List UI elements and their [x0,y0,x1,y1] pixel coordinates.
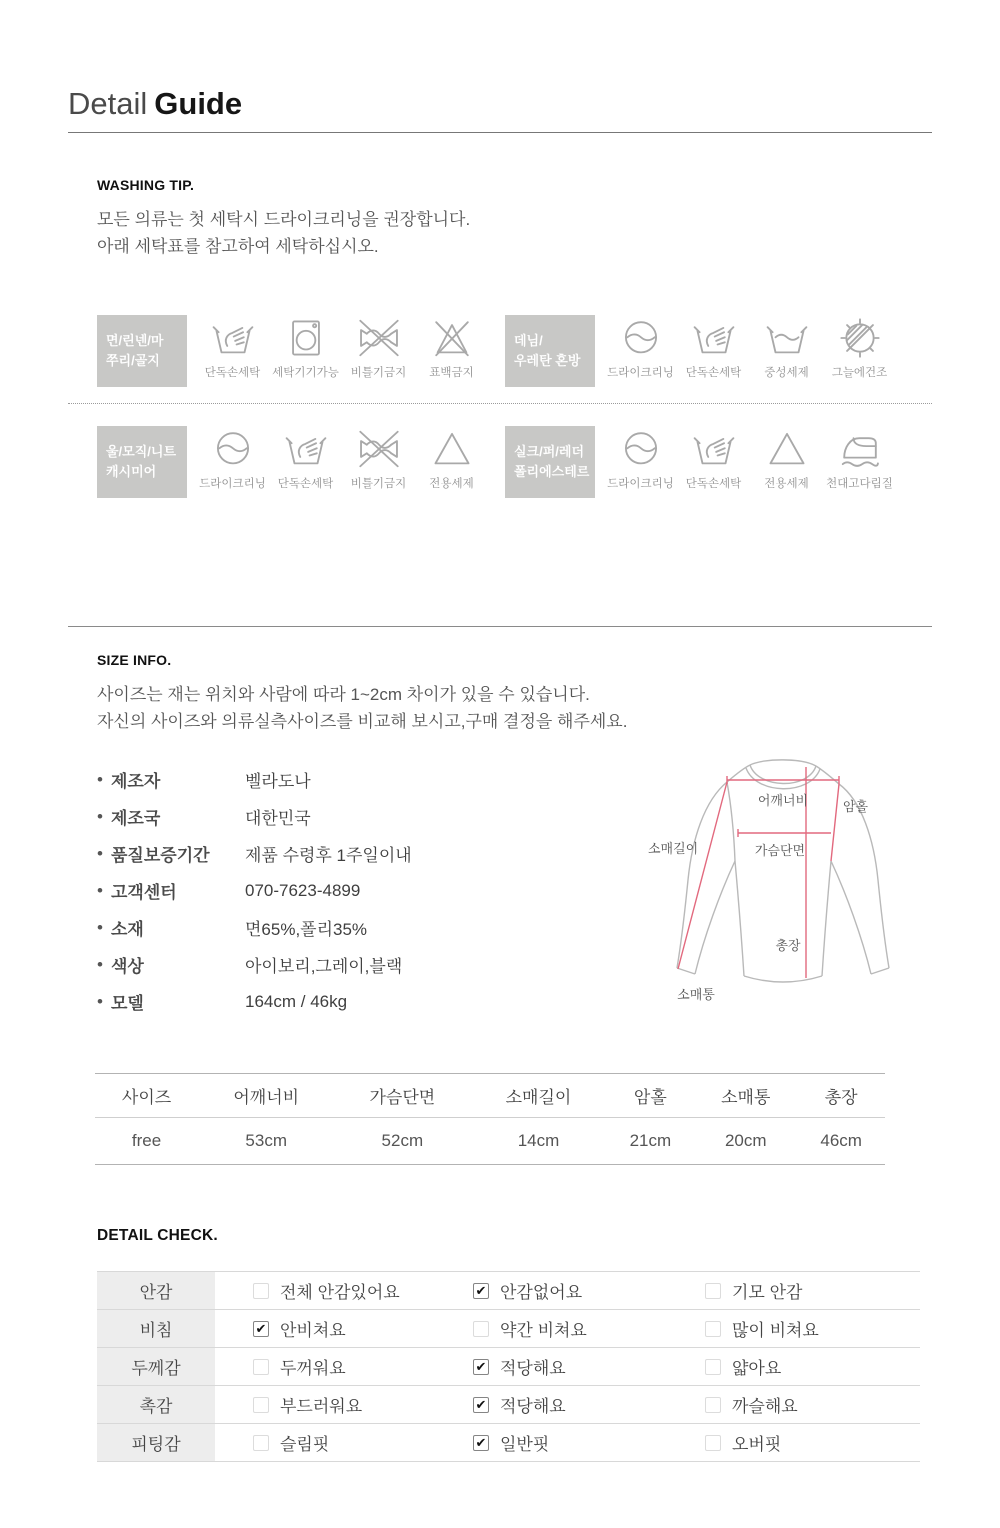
size-table-cell: 53cm [245,1131,287,1150]
checkbox[interactable] [473,1321,489,1337]
spec-row [97,983,632,1020]
wash-icon-cell [823,426,896,491]
neutral-detergent-icon [764,315,810,361]
wash-icon-label: 비틀기금지 [350,367,407,379]
spec-value: 070-7623-4899 [245,880,361,900]
detail-check-option-label: 안감없어요 [500,1283,583,1302]
spec-value: 164cm / 46kg [245,991,348,1011]
fabric-type-line1: 데님/ [514,332,543,348]
washing-care-row-1 [97,315,932,387]
wash-icon-label: 전용세제 [429,478,474,490]
fabric-type-label [505,315,595,387]
hand-wash-icon [691,315,737,361]
check-icon: ✔ [475,1359,487,1374]
machine-wash-icon [283,315,329,361]
checkbox[interactable] [253,1321,269,1337]
detail-check-option [253,1430,473,1455]
detail-check-option-label: 슬림핏 [280,1435,330,1454]
checkbox[interactable] [705,1435,721,1451]
spec-label: 모델 [111,994,144,1013]
detail-check-row [97,1386,920,1424]
fabric-type-label [97,315,187,387]
detail-check-option [473,1354,705,1379]
spec-row [97,946,632,983]
detail-check-options [215,1348,920,1385]
size-info-line1: 사이즈는 재는 위치와 사람에 따라 1~2cm 차이가 있을 수 있습니다. [97,685,590,704]
checkbox[interactable] [473,1283,489,1299]
hand-wash-icon [210,315,256,361]
wash-icon-label: 드라이크리닝 [607,367,674,379]
spec-row [97,835,632,872]
detail-check-option [253,1278,473,1303]
checkbox[interactable] [705,1283,721,1299]
detail-check-option-label: 적당해요 [500,1397,566,1416]
special-detergent-icon [764,426,810,472]
detail-check-option [705,1316,819,1341]
detail-check-option [473,1278,705,1303]
washing-care-row-2 [97,426,932,498]
iron-cloth-icon [837,426,883,472]
detail-check-row-label: 비침 [97,1310,215,1347]
detail-check-option-label: 안비쳐요 [280,1321,346,1340]
spec-value: 제품 수령후 1주일이내 [245,846,412,865]
wash-group [505,315,896,387]
label-armhole: 암홀 [843,799,869,814]
hand-wash-icon [691,426,737,472]
detail-check-row-label: 안감 [97,1272,215,1309]
detail-check-option [705,1278,802,1303]
detail-check-option-label: 얇아요 [732,1359,782,1378]
wash-icon-cell [415,426,488,491]
detail-check-row-label: 피팅감 [97,1424,215,1461]
page-title [68,0,932,133]
spec-label: 제조국 [111,809,161,828]
detail-check-row [97,1310,920,1348]
spec-row [97,872,632,909]
detail-check-option-label: 까슬해요 [732,1397,798,1416]
detail-check-option-label: 두꺼워요 [280,1359,346,1378]
size-table-header-cell: 어깨너비 [198,1074,334,1118]
dotted-divider [68,403,932,404]
check-icon: ✔ [475,1435,487,1450]
spec-row [97,798,632,835]
detail-check-option-label: 약간 비쳐요 [500,1321,587,1340]
wash-icon-cell [750,315,823,380]
detail-check-option-label: 전체 안감있어요 [280,1283,400,1302]
wash-icon-label: 중성세제 [764,367,809,379]
label-shoulder-width: 어깨너비 [757,793,809,808]
dry-clean-icon [210,426,256,472]
bullet-icon: • [97,806,103,826]
wash-icon-label: 전용세제 [764,478,809,490]
spec-value: 면65%,폴리35% [245,920,368,939]
fabric-type-line1: 면/린넨/마 [106,332,164,348]
wash-group [97,426,505,498]
checkbox[interactable] [473,1435,489,1451]
wash-icon-label: 드라이크리닝 [607,478,674,490]
detail-check-option [473,1430,705,1455]
shirt-measurement-diagram [632,745,932,1035]
detail-check-heading: DETAIL CHECK. [97,1227,218,1244]
wash-icon-cell [823,315,896,380]
bullet-icon: • [97,991,103,1011]
wash-icon-group [604,426,896,491]
checkbox[interactable] [253,1359,269,1375]
detail-check-options [215,1424,920,1461]
detail-check-option-label: 적당해요 [500,1359,566,1378]
bullet-icon: • [97,843,103,863]
bullet-icon: • [97,769,103,789]
wash-icon-cell [269,426,342,491]
detail-check-section [97,1227,932,1462]
spec-value: 벨라도나 [245,772,311,791]
fabric-type-line2: 우레탄 혼방 [514,353,581,368]
size-info-columns [97,761,932,1035]
detail-check-options [215,1272,920,1309]
page-title-light: Detail [68,86,148,121]
size-table-header-cell: 소매통 [694,1074,797,1118]
wash-icon-label: 단독손세탁 [685,367,742,379]
washing-care-chart [68,315,932,498]
no-wring-icon [356,315,402,361]
dry-clean-icon [618,315,664,361]
fabric-type-label [505,426,595,498]
hand-wash-icon [283,426,329,472]
wash-icon-cell [415,315,488,380]
wash-icon-label: 단독손세탁 [685,478,742,490]
size-table-cell: free [131,1131,162,1150]
label-sleeve-width: 소매통 [677,987,715,1002]
fabric-type-line2: 쭈리/골지 [106,353,160,368]
wash-icon-label: 표백금지 [429,367,474,379]
check-icon: ✔ [475,1397,487,1412]
wash-icon-cell [196,426,269,491]
washing-tip-text [97,206,932,260]
size-table-header-cell: 사이즈 [95,1074,198,1118]
washing-tip-line1: 모든 의류는 첫 세탁시 드라이크리닝을 권장합니다. [97,210,471,229]
wash-icon-cell [677,315,750,380]
spec-label: 소재 [111,920,144,939]
detail-check-row [97,1424,920,1462]
size-info-text [97,681,932,735]
wash-icon-cell [342,315,415,380]
spec-label: 색상 [111,957,144,976]
checkbox[interactable] [473,1397,489,1413]
wash-icon-cell [750,426,823,491]
detail-check-option [705,1392,798,1417]
detail-check-option [705,1430,781,1455]
checkbox[interactable] [705,1397,721,1413]
size-table-header-row [95,1074,885,1118]
no-wring-icon [356,426,402,472]
section-divider [68,626,932,627]
no-bleach-icon [429,315,475,361]
bullet-icon: • [97,954,103,974]
wash-group [505,426,896,498]
check-icon: ✔ [475,1283,487,1298]
detail-check-option [473,1392,705,1417]
size-table-header-cell: 암홀 [607,1074,695,1118]
checkbox[interactable] [705,1321,721,1337]
detail-check-options [215,1310,920,1347]
detail-check-option [473,1316,705,1341]
detail-check-options [215,1386,920,1423]
wash-icon-group [196,426,488,491]
fabric-type-label [97,426,187,498]
wash-icon-cell [604,426,677,491]
size-table-header-cell: 가슴단면 [334,1074,470,1118]
wash-icon-label: 그늘에건조 [831,367,888,379]
wash-icon-label: 세탁기기가능 [272,367,339,379]
spec-label: 고객센터 [111,883,177,902]
wash-icon-group [604,315,896,380]
size-table-header-cell: 총장 [797,1074,885,1118]
wash-icon-cell [604,315,677,380]
fabric-type-line2: 캐시미어 [106,464,157,479]
checkbox[interactable] [705,1359,721,1375]
size-table-cell: 14cm [517,1131,560,1150]
fabric-type-line2: 폴리에스테르 [514,464,590,479]
wash-group [97,315,505,387]
wash-icon-label: 단독손세탁 [204,367,261,379]
spec-label: 품질보증기간 [111,846,210,865]
size-table-cell: 20cm [724,1131,767,1150]
size-table-header-cell: 소매길이 [470,1074,606,1118]
product-spec-list [97,761,632,1035]
checkbox[interactable] [253,1397,269,1413]
size-info-section [97,652,932,1035]
detail-check-option-label: 부드러워요 [280,1397,363,1416]
detail-check-option-label: 오버핏 [732,1435,782,1454]
wash-icon-cell [269,315,342,380]
wash-icon-label: 비틀기금지 [350,478,407,490]
detail-check-option-label: 일반핏 [500,1435,550,1454]
label-total-length: 총장 [775,938,801,953]
wash-icon-group [196,315,488,380]
detail-check-option [705,1354,781,1379]
size-table-cell: 52cm [381,1131,424,1150]
wash-icon-label: 드라이크리닝 [199,478,266,490]
wash-icon-label: 단독손세탁 [277,478,334,490]
detail-check-option [253,1354,473,1379]
size-table-row [95,1118,885,1165]
bullet-icon: • [97,917,103,937]
checkbox[interactable] [253,1283,269,1299]
detail-check-option-label: 기모 안감 [732,1283,803,1302]
fabric-type-line1: 울/모직/니트 [106,443,177,459]
checkbox[interactable] [253,1435,269,1451]
size-info-heading: SIZE INFO. [97,652,172,668]
page-title-bold: Guide [154,86,243,121]
detail-check-row-label: 두께감 [97,1348,215,1385]
detail-check-row [97,1272,920,1310]
fabric-type-line1: 실크/퍼/레더 [514,443,585,459]
spec-value: 대한민국 [245,809,311,828]
special-detergent-icon [429,426,475,472]
washing-tip-line2: 아래 세탁표를 참고하여 세탁하십시오. [97,237,379,256]
wash-icon-cell [677,426,750,491]
spec-row [97,761,632,798]
size-info-line2: 자신의 사이즈와 의류실측사이즈를 비교해 보시고,구매 결정을 해주세요. [97,712,628,731]
size-table [95,1073,885,1165]
spec-label: 제조자 [111,772,161,791]
detail-check-row-label: 촉감 [97,1386,215,1423]
washing-tip-heading: WASHING TIP. [97,177,195,193]
detail-check-option [253,1316,473,1341]
checkbox[interactable] [473,1359,489,1375]
wash-icon-label: 천대고다림질 [826,478,893,490]
dry-clean-icon [618,426,664,472]
bullet-icon: • [97,880,103,900]
label-chest-width: 가슴단면 [754,843,806,858]
wash-icon-cell [342,426,415,491]
spec-row [97,909,632,946]
size-table-cell: 21cm [629,1131,672,1150]
shade-dry-icon [837,315,883,361]
size-table-cell: 46cm [820,1131,862,1150]
detail-check-row [97,1348,920,1386]
detail-check-option [253,1392,473,1417]
detail-check-table [97,1271,920,1462]
spec-value: 아이보리,그레이,블랙 [245,957,403,976]
detail-check-option-label: 많이 비쳐요 [732,1321,819,1340]
wash-icon-cell [196,315,269,380]
check-icon: ✔ [255,1321,267,1336]
label-sleeve-length: 소매길이 [648,841,699,856]
washing-tip-section [97,177,932,260]
